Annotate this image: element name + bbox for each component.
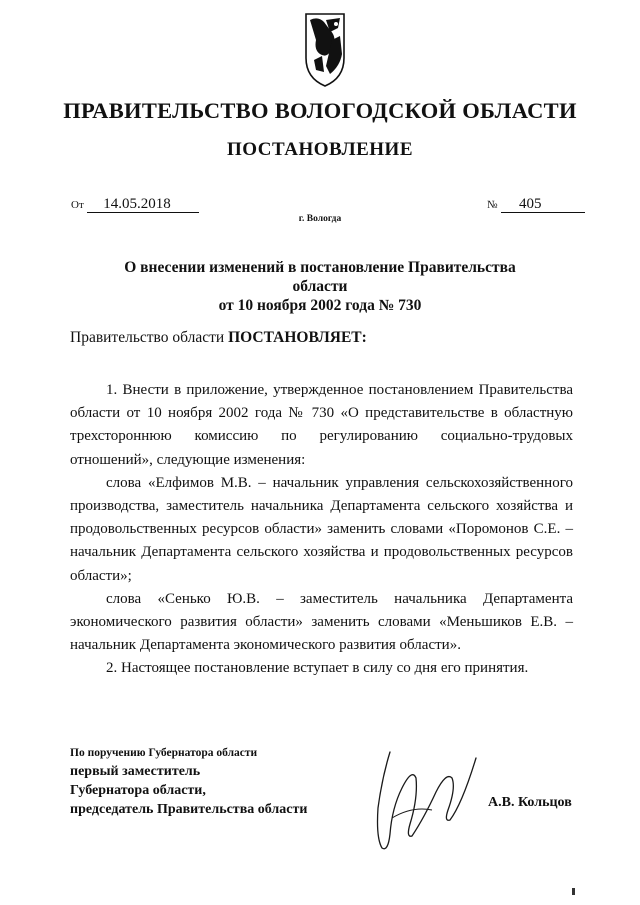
- preamble: [70, 329, 367, 347]
- paragraph-3: слова «Сенько Ю.В. – заместитель начальника Департамента экономического развития области» заменить словами «Меньшиков Е.В. – начальник Департамента экономического развития области».: [70, 590, 573, 654]
- date-prefix: От: [71, 199, 84, 211]
- page-mark: [572, 888, 575, 895]
- signatory-line-3: Губернатора области,: [70, 783, 206, 798]
- signatory-name: А.В. Кольцов: [488, 795, 572, 810]
- number-prefix: №: [487, 199, 498, 211]
- subject-line-1: О внесении изменений в постановление Правительства области: [124, 259, 516, 295]
- paragraph-1: 1. Внести в приложение, утвержденное постановлением Правительства области от 10 ноября 2002 года № 730 «О представительстве в областную трехстороннюю комиссию по регулированию социально-трудовых отношений», следующие изменения:: [70, 382, 573, 468]
- paragraph-4: 2. Настоящее постановление вступает в силу со дня его принятия.: [106, 660, 529, 677]
- subject-line-2: от 10 ноября 2002 года № 730: [218, 297, 422, 314]
- preamble-lead: Правительство области: [70, 329, 229, 346]
- signatory-title: [70, 745, 307, 819]
- paragraph-2: слова «Елфимов М.В. – начальник управления сельскохозяйственного производства, заместитель начальника Департамента сельского хозяйства и продовольственных ресурсов области» заменить словами «Поромонов С.Е. – начальник Департамента сельского хозяйства и продовольственных ресурсов области»;: [70, 474, 573, 584]
- organization-title: ПРАВИТЕЛЬСТВО ВОЛОГОДСКОЙ ОБЛАСТИ: [63, 98, 577, 123]
- handwritten-signature: [372, 748, 482, 858]
- date-field: [71, 196, 199, 213]
- signatory-line-2: первый заместитель: [70, 764, 201, 779]
- coat-of-arms-icon: [300, 10, 350, 90]
- preamble-verb: ПОСТАНОВЛЯЕТ:: [228, 329, 367, 346]
- number-value: 405: [501, 196, 585, 213]
- number-field: [487, 196, 585, 213]
- document-subject: [100, 258, 540, 315]
- city-label: г. Вологда: [298, 214, 342, 224]
- document-type: ПОСТАНОВЛЕНИЕ: [226, 139, 414, 160]
- date-value: 14.05.2018: [87, 196, 199, 213]
- document-body: [70, 379, 573, 681]
- signatory-line-4: председатель Правительства области: [70, 802, 308, 817]
- signatory-line-1: По поручению Губернатора области: [70, 747, 258, 759]
